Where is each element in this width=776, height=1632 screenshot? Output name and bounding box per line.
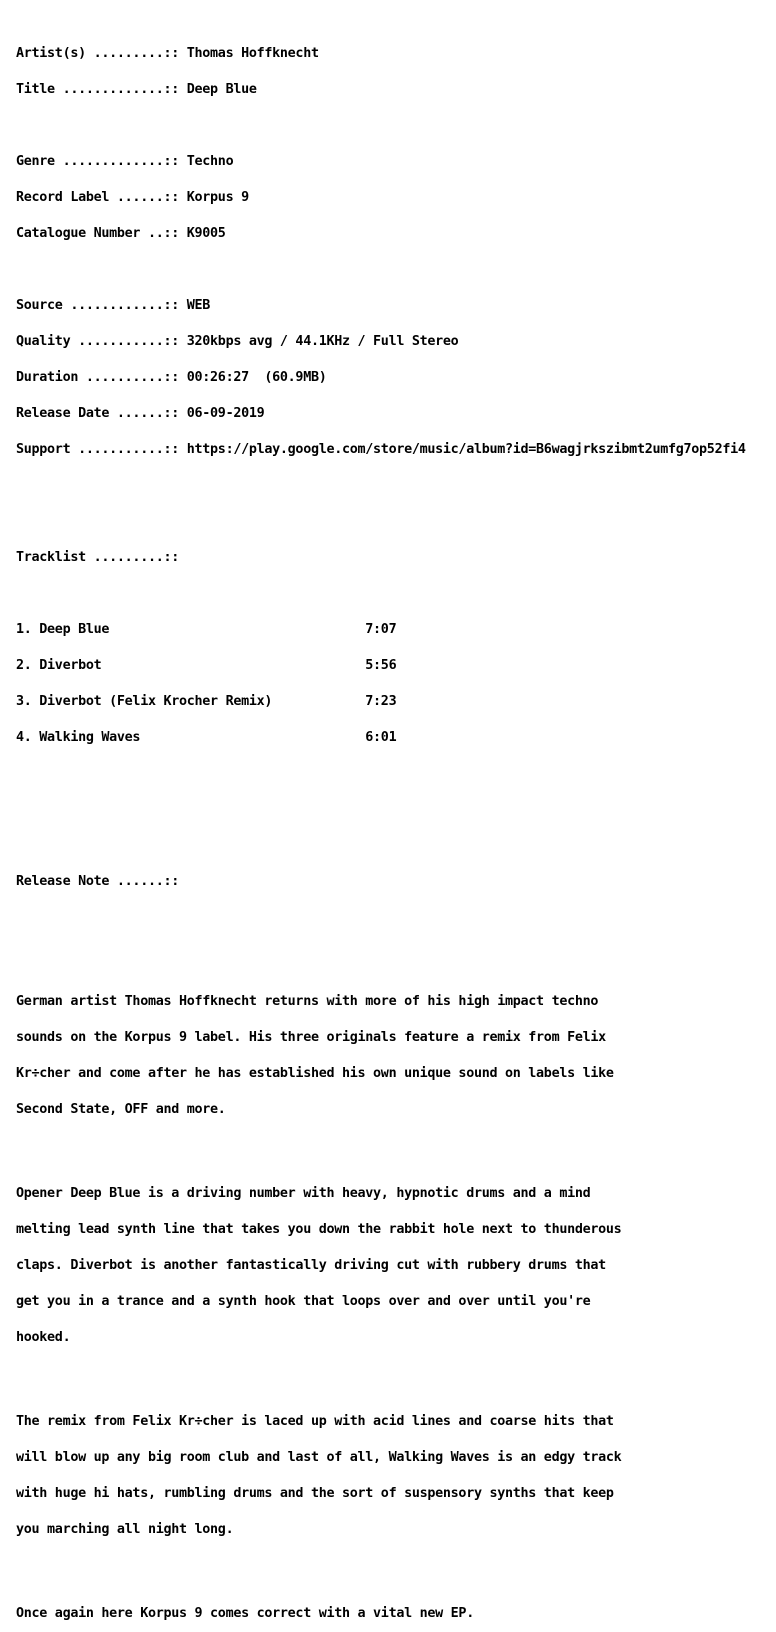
genre-line: Genre .............:: Techno	[16, 154, 234, 169]
source-line: Source ............:: WEB	[16, 298, 211, 313]
support-line: Support ...........:: https://play.google.com/store/music/album?id=B6wagjrkszibmt2umfg7op52fi4	[16, 442, 746, 457]
spacer	[16, 912, 746, 924]
paragraph-line: will blow up any big room club and last of all, Walking Waves is an edgy track	[16, 1450, 622, 1465]
paragraph-line: Opener Deep Blue is a driving number with heavy, hypnotic drums and a mind	[16, 1186, 591, 1201]
track-line: 1. Deep Blue 7:07	[16, 622, 397, 637]
spacer	[16, 804, 746, 816]
spacer	[16, 1140, 746, 1152]
spacer	[16, 264, 746, 276]
paragraph-line: you marching all night long.	[16, 1522, 234, 1537]
paragraph-line: sounds on the Korpus 9 label. His three originals feature a remix from Felix	[16, 1030, 606, 1045]
release-note-heading: Release Note ......::	[16, 874, 179, 889]
paragraph-line: hooked.	[16, 1330, 71, 1345]
track-line: 4. Walking Waves 6:01	[16, 730, 397, 745]
spacer	[16, 768, 746, 780]
spacer	[16, 588, 746, 600]
paragraph-line: claps. Diverbot is another fantastically driving cut with rubbery drums that	[16, 1258, 606, 1273]
spacer	[16, 1560, 746, 1572]
paragraph-line: get you in a trance and a synth hook that loops over and over until you're	[16, 1294, 591, 1309]
spacer	[16, 516, 746, 528]
spacer	[16, 120, 746, 132]
spacer	[16, 840, 746, 852]
track-line: 2. Diverbot 5:56	[16, 658, 397, 673]
paragraph-line: Kr÷cher and come after he has established his own unique sound on labels like	[16, 1066, 614, 1081]
spacer	[16, 1368, 746, 1380]
title-line: Title .............:: Deep Blue	[16, 82, 257, 97]
quality-line: Quality ...........:: 320kbps avg / 44.1KHz / Full Stereo	[16, 334, 459, 349]
paragraph-line: with huge hi hats, rumbling drums and the sort of suspensory synths that keep	[16, 1486, 614, 1501]
paragraph-line: German artist Thomas Hoffknecht returns with more of his high impact techno	[16, 994, 599, 1009]
catalogue-line: Catalogue Number ..:: K9005	[16, 226, 226, 241]
artist-line: Artist(s) .........:: Thomas Hoffknecht	[16, 46, 319, 61]
tracklist-heading: Tracklist .........::	[16, 550, 179, 565]
record-label-line: Record Label ......:: Korpus 9	[16, 190, 249, 205]
duration-line: Duration ..........:: 00:26:27 (60.9MB)	[16, 370, 327, 385]
spacer	[16, 948, 746, 960]
spacer	[16, 480, 746, 492]
paragraph-line: Once again here Korpus 9 comes correct with a vital new EP.	[16, 1606, 474, 1621]
paragraph-line: Second State, OFF and more.	[16, 1102, 226, 1117]
paragraph-line: melting lead synth line that takes you down the rabbit hole next to thunderous	[16, 1222, 622, 1237]
nfo-document	[16, 24, 746, 1632]
track-line: 3. Diverbot (Felix Krocher Remix) 7:23	[16, 694, 397, 709]
release-date-line: Release Date ......:: 06-09-2019	[16, 406, 265, 421]
paragraph-line: The remix from Felix Kr÷cher is laced up with acid lines and coarse hits that	[16, 1414, 614, 1429]
